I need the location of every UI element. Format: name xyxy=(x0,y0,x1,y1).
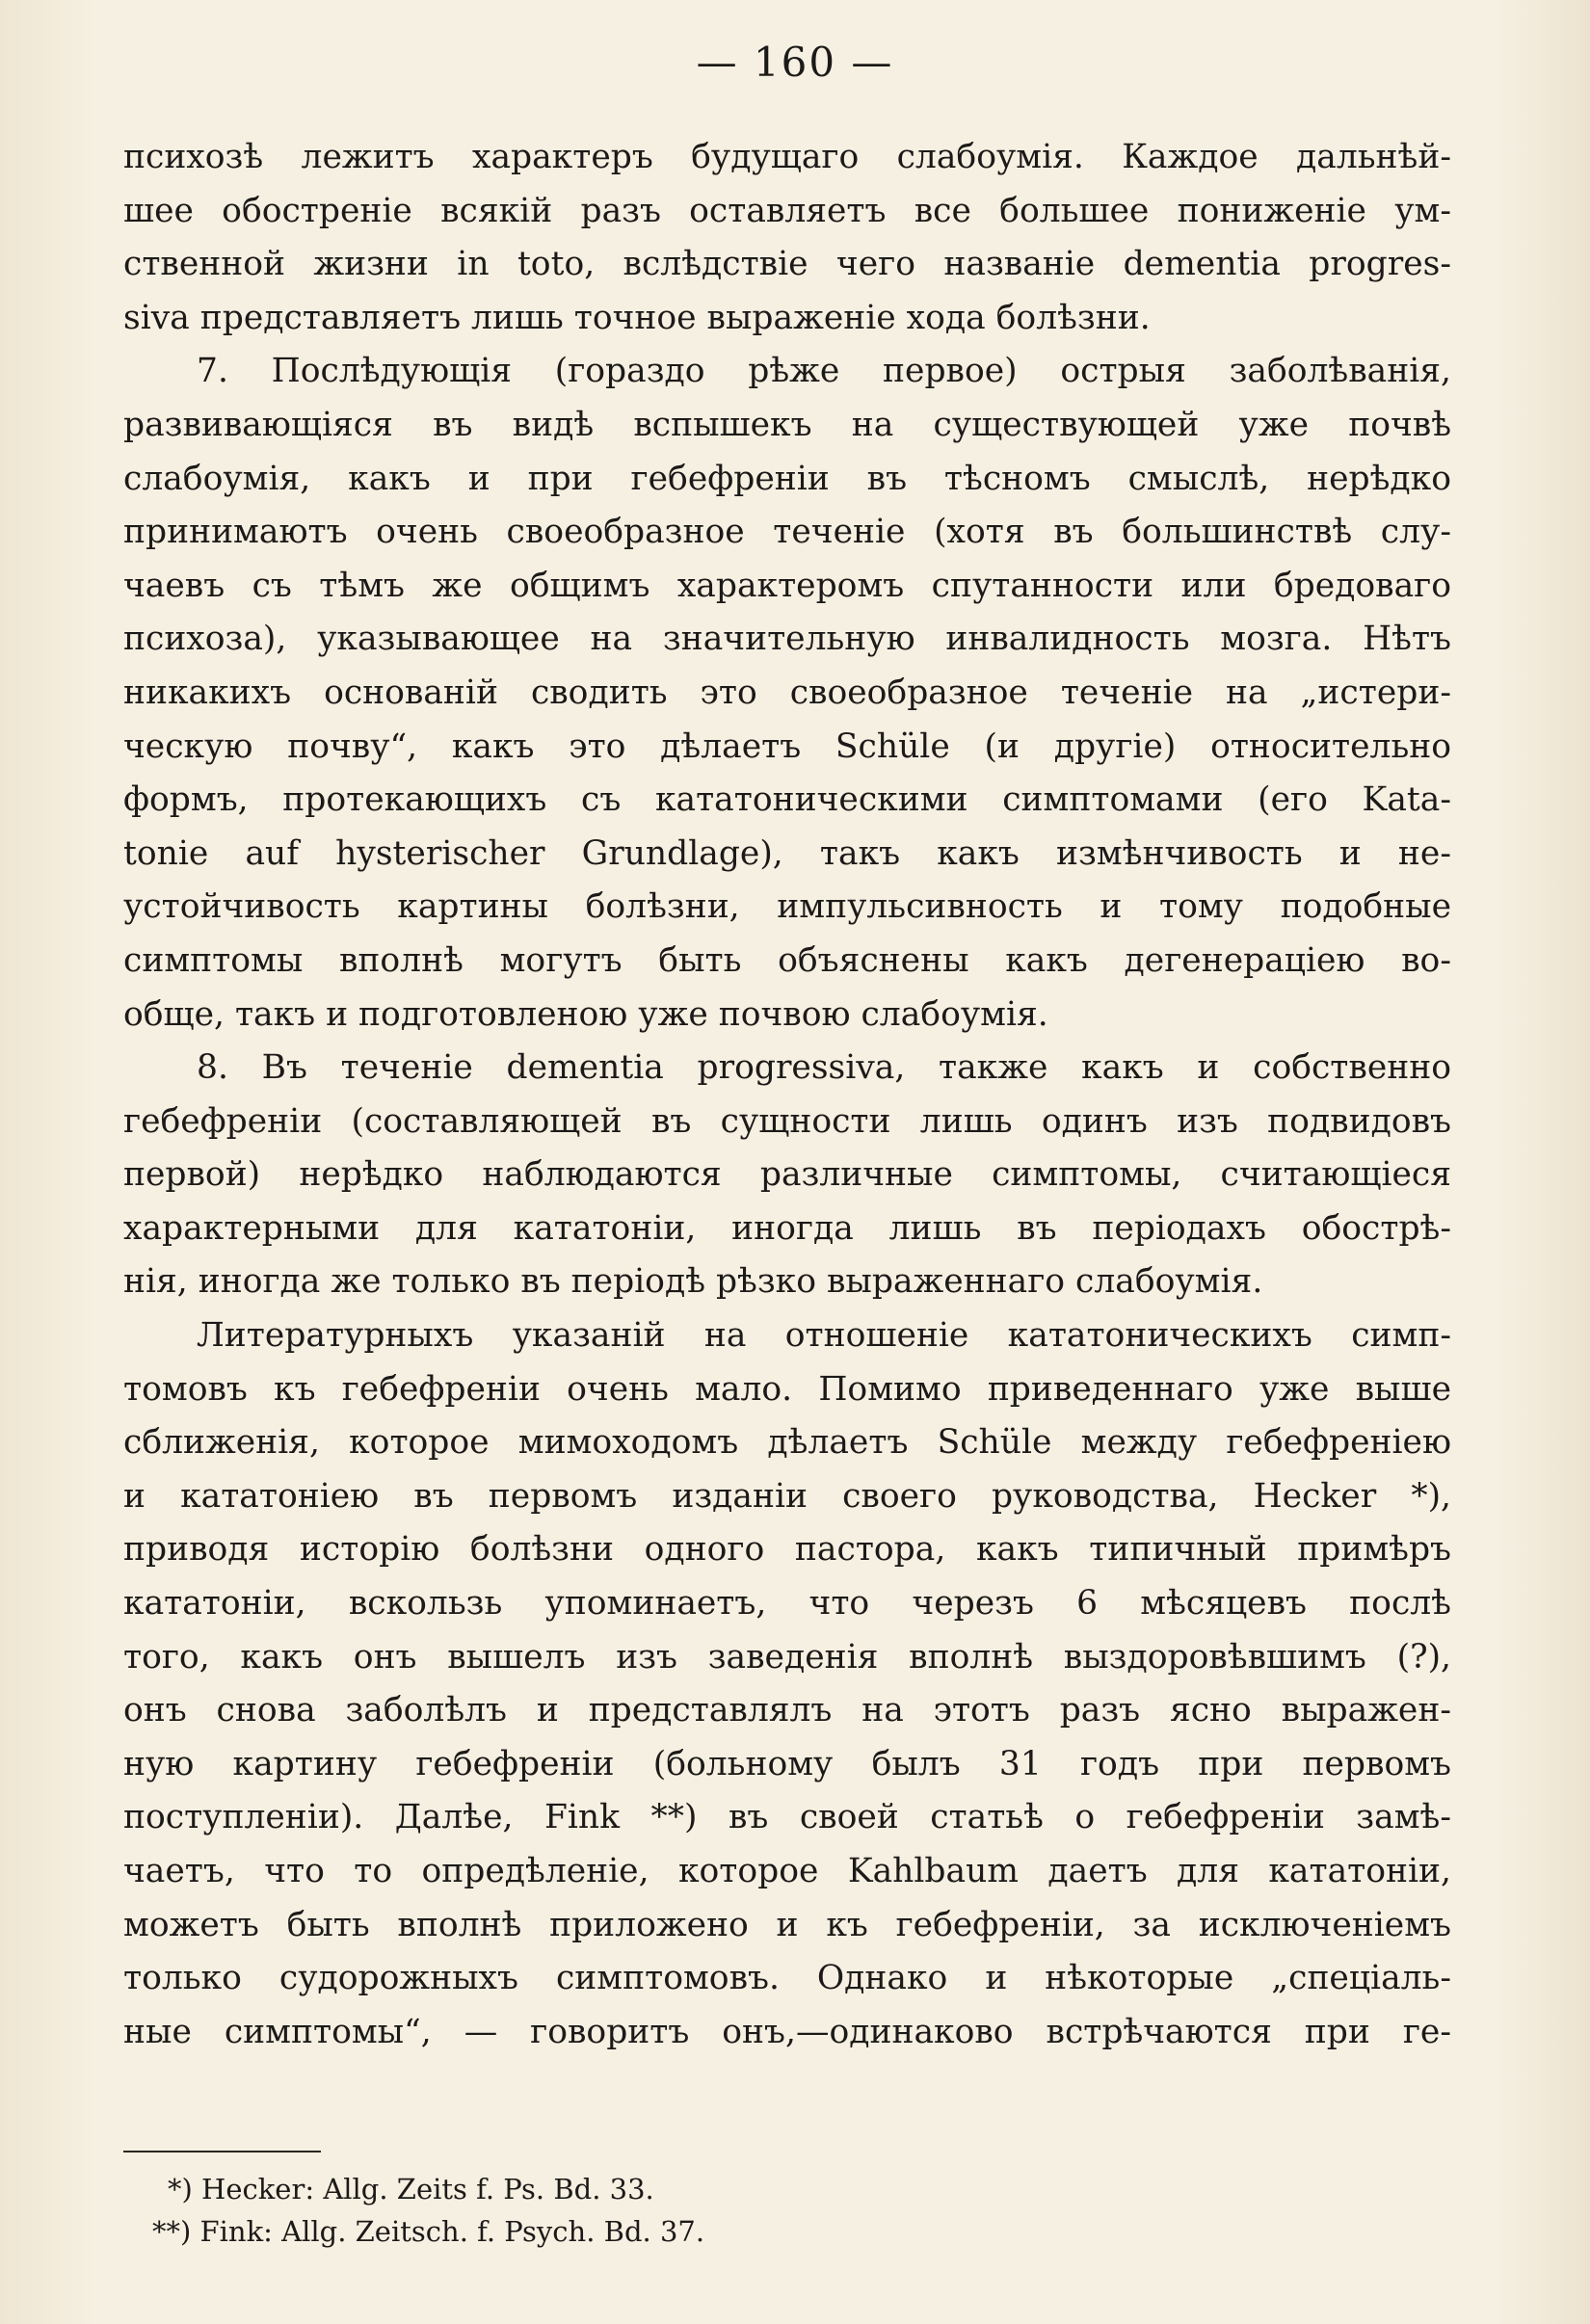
footnote-divider xyxy=(123,2151,321,2152)
text-line: обще, такъ и подготовленою уже почвою слабоумія. xyxy=(123,994,1048,1034)
text-line: никакихъ основаній сводить это своеобразное теченіе на „истери- xyxy=(123,673,1451,712)
body-text xyxy=(123,131,1451,2059)
footnotes xyxy=(123,2168,1087,2253)
text-line: 7. Послѣдующія (гораздо рѣже первое) острыя заболѣванія, xyxy=(197,352,1451,391)
text-line: первой) нерѣдко наблюдаются различные симптомы, считающіеся xyxy=(123,1155,1451,1195)
text-line: характерными для кататоніи, иногда лишь въ періодахъ обострѣ- xyxy=(123,1208,1451,1248)
footnote-hecker: *) Hecker: Allg. Zeits f. Ps. Bd. 33. xyxy=(168,2173,654,2205)
text-line: поступленіи). Далѣе, Fink **) въ своей статьѣ о гебефреніи замѣ- xyxy=(123,1798,1451,1837)
text-line: ческую почву“, какъ это дѣлаетъ Schüle (и другіе) относительно xyxy=(123,726,1451,766)
text-line: и кататоніею въ первомъ изданіи своего руководства, Hecker *), xyxy=(123,1476,1451,1516)
text-line: психоза), указывающее на значительную инвалидность мозга. Нѣтъ xyxy=(123,620,1451,659)
text-line: Литературныхъ указаній на отношеніе кататоническихъ симп- xyxy=(197,1316,1451,1356)
text-line: нія, иногда же только въ періодѣ рѣзко выраженнаго слабоумія. xyxy=(123,1262,1263,1302)
text-line: слабоумія, какъ и при гебефреніи въ тѣсномъ смыслѣ, нерѣдко xyxy=(123,459,1451,498)
footnote-fink: **) Fink: Allg. Zeitsch. f. Psych. Bd. 37. xyxy=(152,2215,705,2248)
text-line: принимаютъ очень своеобразное теченіе (хотя въ большинствѣ слу- xyxy=(123,513,1451,552)
text-line: психозѣ лежитъ характеръ будущаго слабоумія. Каждое дальнѣй- xyxy=(123,138,1451,176)
text-line: формъ, протекающихъ съ кататоническими симптомами (его Kata- xyxy=(123,780,1451,820)
page-number: — 160 — xyxy=(696,39,894,86)
text-line: ные симптомы“, — говоритъ онъ,—одинаково встрѣчаются при ге- xyxy=(123,2012,1451,2051)
text-line: 8. Въ теченіе dementia progressiva, также какъ и собственно xyxy=(197,1048,1451,1088)
text-line: гебефреніи (составляющей въ сущности лишь одинъ изъ подвидовъ xyxy=(123,1101,1451,1141)
text-line: устойчивость картины болѣзни, импульсивность и тому подобные xyxy=(123,887,1451,927)
text-line: онъ снова заболѣлъ и представлялъ на этотъ разъ ясно выражен- xyxy=(123,1691,1451,1730)
text-line: чаетъ, что то опредѣленіе, которое Kahlbaum даетъ для кататоніи, xyxy=(123,1852,1451,1890)
text-line: сближенія, которое мимоходомъ дѣлаетъ Schüle между гебефреніею xyxy=(123,1423,1451,1463)
text-line: ственной жизни in toto, вслѣдствіе чего названіе dementia progres- xyxy=(123,245,1451,284)
text-line: tonie auf hysterischer Grundlage), такъ какъ измѣнчивость и не- xyxy=(123,833,1451,873)
text-line: ную картину гебефреніи (больному былъ 31 годъ при первомъ xyxy=(123,1744,1451,1783)
text-line: развивающіяся въ видѣ вспышекъ на существующей уже почвѣ xyxy=(123,405,1451,444)
text-line: только судорожныхъ симптомовъ. Однако и нѣкоторые „спеціаль- xyxy=(123,1959,1451,1998)
text-line: приводя исторію болѣзни одного пастора, какъ типичный примѣръ xyxy=(123,1530,1451,1570)
text-line: симптомы вполнѣ могутъ быть объяснены какъ дегенераціею во- xyxy=(123,940,1451,980)
text-line: кататоніи, вскользь упоминаетъ, что черезъ 6 мѣсяцевъ послѣ xyxy=(123,1584,1451,1624)
text-line: чаевъ съ тѣмъ же общимъ характеромъ спутанности или бредоваго xyxy=(123,566,1451,605)
text-line: шее обостреніе всякій разъ оставляетъ все большее пониженіе ум- xyxy=(123,191,1451,230)
text-line: того, какъ онъ вышелъ изъ заведенія вполнѣ выздоровѣвшимъ (?), xyxy=(123,1637,1451,1677)
text-line: siva представляетъ лишь точное выраженіе хода болѣзни. xyxy=(123,298,1151,337)
text-line: можетъ быть вполнѣ приложено и къ гебефреніи, за исключеніемъ xyxy=(123,1905,1451,1944)
text-line: томовъ къ гебефреніи очень мало. Помимо приведеннаго уже выше xyxy=(123,1369,1451,1409)
